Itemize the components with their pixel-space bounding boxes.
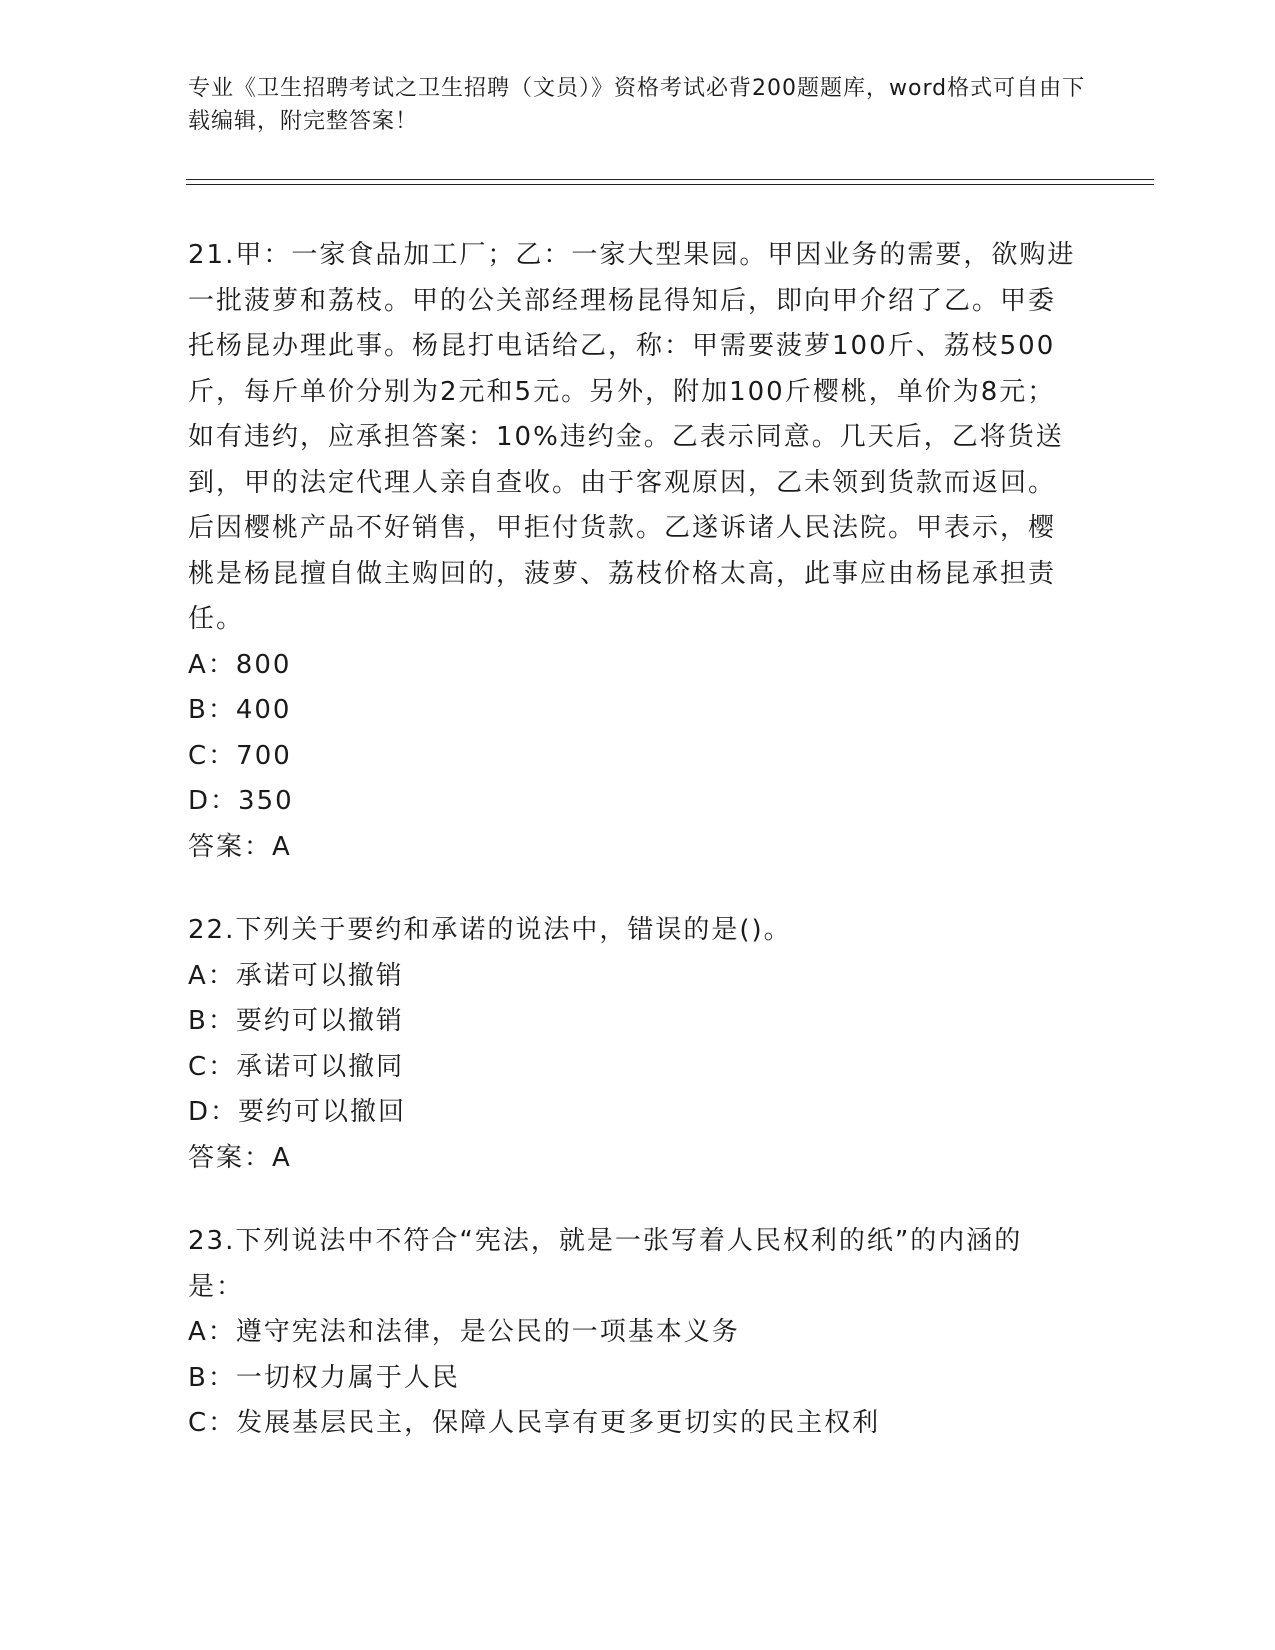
option-b: B：400	[188, 695, 292, 725]
header-divider-bottom	[186, 184, 1154, 185]
option-d: D：350	[188, 786, 294, 816]
option-a: A：遵守宪法和法律，是公民的一项基本义务	[188, 1317, 740, 1347]
header-divider-top	[186, 179, 1154, 180]
option-a: A：800	[188, 649, 292, 680]
question-22	[188, 908, 1078, 1181]
question-text: 23.下列说法中不符合“宪法，就是一张写着人民权利的纸”的内涵的是：	[188, 1226, 1023, 1302]
document-header: 专业《卫生招聘考试之卫生招聘（文员）》资格考试必背200题题库，word格式可自由下载编辑，附完整答案！	[188, 76, 1086, 134]
question-text: 21.甲：一家食品加工厂；乙：一家大型果园。甲因业务的需要，欲购进一批菠萝和荔枝。甲的公关部经理杨昆得知后，即向甲介绍了乙。甲委托杨昆办理此事。杨昆打电话给乙，称：甲需要菠萝100斤、荔枝500斤，每斤单价分别为2元和5元。另外，附加100斤樱桃，单价为8元；如有违约，应承担答案：10%违约金。乙表示同意。几天后，乙将货送到，甲的法定代理人亲自查收。由于客观原因，乙未领到货款而返回。后因樱桃产品不好销售，甲拒付货款。乙遂诉诸人民法院。甲表示，樱桃是杨昆擅自做主购回的，菠萝、荔枝价格太高，此事应由杨昆承担责任。	[188, 240, 1076, 634]
answer-line: 答案：A	[188, 1142, 292, 1173]
option-d: D：要约可以撤回	[188, 1097, 407, 1127]
question-list	[188, 233, 1078, 1485]
answer-line: 答案：A	[188, 831, 292, 862]
option-c: C：发展基层民主，保障人民享有更多更切实的民主权利	[188, 1408, 881, 1438]
option-a: A：承诺可以撤销	[188, 960, 404, 991]
question-21	[188, 233, 1078, 870]
option-b: B：要约可以撤销	[188, 1006, 404, 1036]
option-c: C：承诺可以撤同	[188, 1051, 405, 1082]
question-text: 22.下列关于要约和承诺的说法中，错误的是()。	[188, 915, 792, 945]
option-b: B：一切权力属于人民	[188, 1362, 460, 1393]
option-c: C：700	[188, 740, 292, 771]
question-23	[188, 1219, 1078, 1447]
